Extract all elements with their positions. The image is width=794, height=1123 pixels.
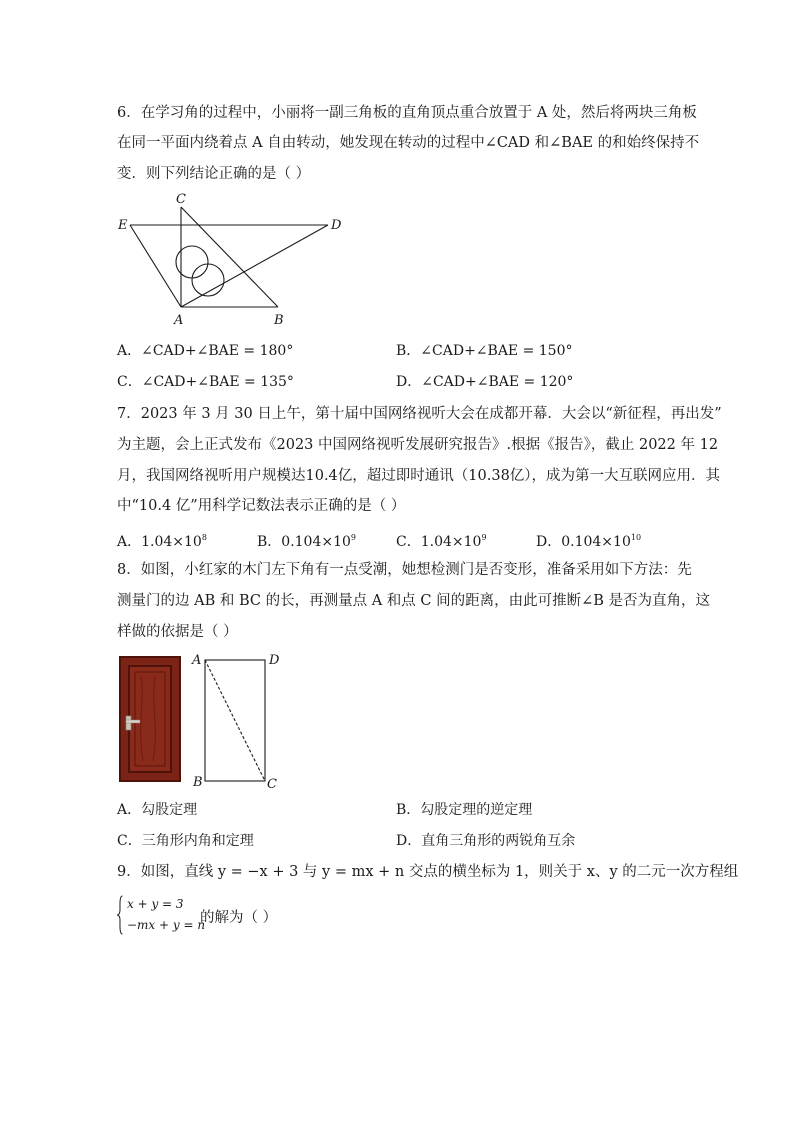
door-photo (119, 656, 181, 782)
q7-text-line-1: 7．2023 年 3 月 30 日上午，第十届中国网络视听大会在成都开幕．大会以“新征程，再出发” (117, 406, 722, 422)
q7-option-b-exponent: 9 (350, 533, 357, 542)
label-b: B (274, 313, 284, 328)
q8-option-c[interactable]: C．三角形内角和定理 (117, 833, 254, 849)
q8-text-line-3: 样做的依据是（ ） (117, 624, 238, 640)
q7-option-c-exponent: 9 (481, 533, 487, 542)
q6-text-line-2: 在同一平面内绕着点 A 自由转动，她发现在转动的过程中∠CAD 和∠BAE 的和始终保持不 (117, 135, 700, 151)
q6-option-c[interactable]: C．∠CAD+∠BAE = 135° (117, 374, 294, 390)
q7-option-c[interactable] (396, 528, 487, 552)
q9-text-line-1: 9．如图，直线 y = −x + 3 与 y = mx + n 交点的横坐标为 1，则关于 x、y 的二元一次方程组 (117, 864, 739, 880)
segment-ea (130, 225, 181, 307)
diagonal-ac (205, 660, 265, 781)
q6-option-b[interactable]: B．∠CAD+∠BAE = 150° (396, 343, 573, 359)
q7-option-a-base: A．1.04×10 (117, 534, 202, 550)
label-c: C (267, 777, 277, 792)
q7-text-line-3: 月，我国网络视听用户规模达10.4亿，超过即时通讯（10.38亿），成为第一大互联网应用．其 (117, 468, 721, 484)
q8-option-b[interactable]: B．勾股定理的逆定理 (396, 802, 533, 818)
q6-text-line-1: 6．在学习角的过程中，小丽将一副三角板的直角顶点重合放置于 A 处，然后将两块三角板 (117, 105, 697, 121)
equation-system-brace (117, 895, 123, 935)
q7-option-d-base: D．0.104×10 (536, 534, 631, 550)
q9-tail-text: 的解为（ ） (200, 910, 278, 926)
q8-text-line-1: 8．如图，小红家的木门左下角有一点受潮，她想检测门是否变形，准备采用如下方法：先 (117, 562, 692, 578)
label-a: A (192, 653, 202, 668)
equation-2: −mx + y = n (127, 918, 206, 932)
q8-option-a[interactable]: A．勾股定理 (117, 802, 198, 818)
q6-option-d[interactable]: D．∠CAD+∠BAE = 120° (396, 374, 574, 390)
q8-text-line-2: 测量门的边 AB 和 BC 的长，再测量点 A 和点 C 间的距离，由此可推断∠B 是否为直角，这 (117, 593, 710, 609)
segment-cb (181, 207, 278, 307)
q7-option-d-exponent: 10 (630, 533, 642, 542)
q7-option-a-exponent: 8 (201, 533, 207, 542)
q7-text-line-2: 为主题，会上正式发布《2023 中国网络视听发展研究报告》.根据《报告》，截止 2022 年 12 (117, 437, 719, 453)
label-e: E (118, 218, 128, 233)
q8-rectangle-figure (190, 648, 290, 793)
q7-option-d[interactable] (536, 528, 641, 552)
q7-text-line-4: 中“10.4 亿”用科学记数法表示正确的是（ ） (117, 498, 406, 514)
q6-triangle-figure (110, 190, 350, 330)
label-d: D (331, 218, 342, 233)
q7-option-a[interactable] (117, 528, 207, 552)
q7-option-b[interactable] (257, 528, 356, 552)
equation-1: x + y = 3 (127, 897, 184, 911)
label-b: B (193, 775, 203, 790)
label-a: A (174, 313, 184, 328)
q8-option-d[interactable]: D．直角三角形的两锐角互余 (396, 833, 576, 849)
label-c: C (176, 192, 186, 207)
set-square-hole-2 (192, 264, 224, 296)
q7-option-b-base: B．0.104×10 (257, 534, 351, 550)
q6-option-a[interactable]: A．∠CAD+∠BAE = 180° (117, 343, 294, 359)
q6-text-line-3: 变．则下列结论正确的是（ ） (117, 166, 311, 182)
q7-option-c-base: C．1.04×10 (396, 534, 482, 550)
label-d: D (269, 653, 280, 668)
